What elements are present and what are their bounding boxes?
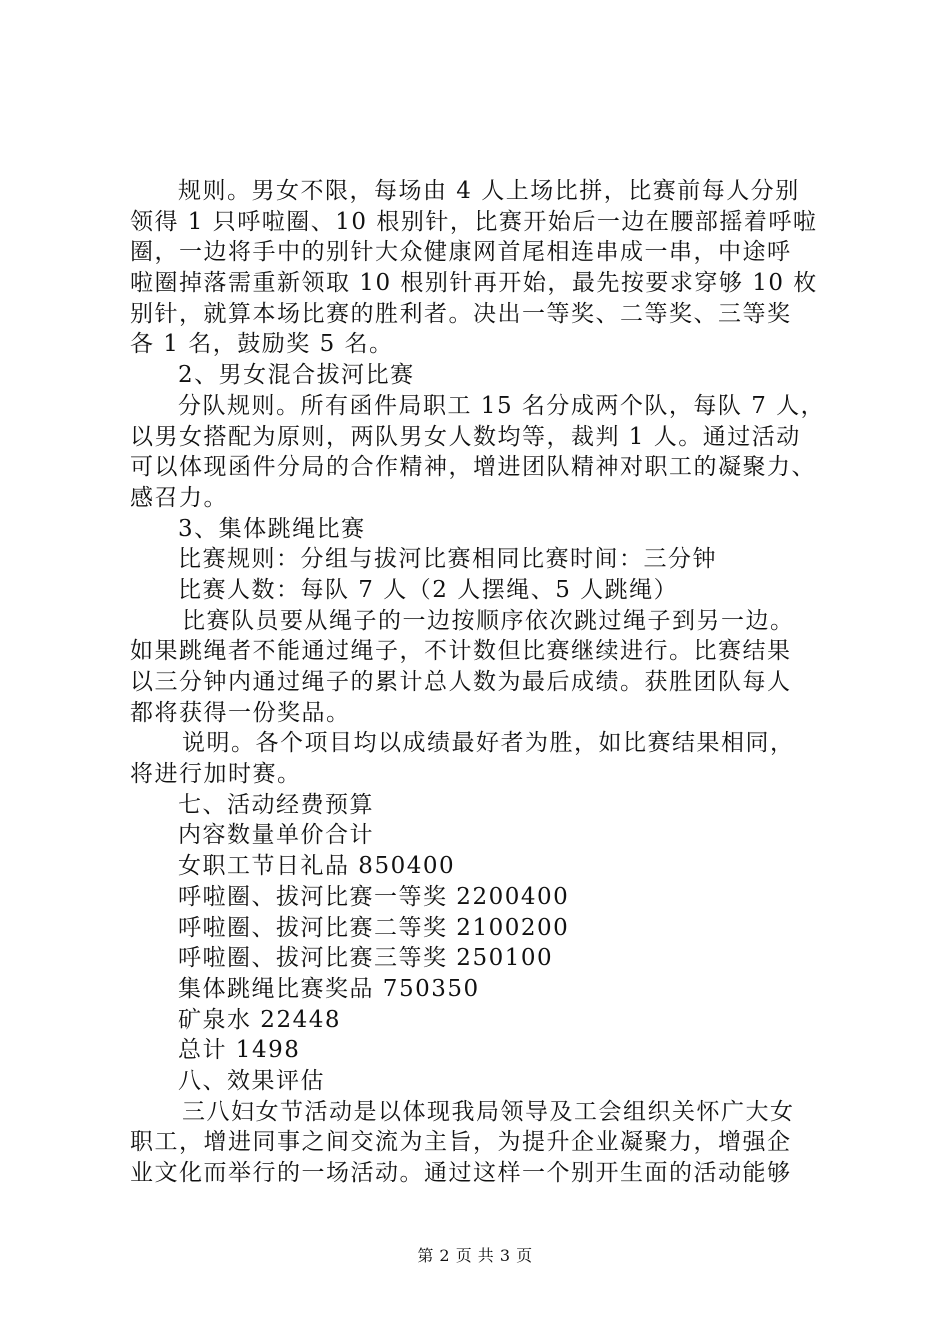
page-footer: 第 2 页 共 3 页	[417, 1246, 533, 1265]
paragraph-line: 感召力。	[130, 484, 228, 511]
budget-line: 呼啦圈、拔河比赛三等奖 250100	[178, 945, 554, 972]
paragraph-line: 如果跳绳者不能通过绳子，不计数但比赛继续进行。比赛结果	[130, 638, 792, 665]
document-body	[130, 176, 830, 1189]
paragraph-line: 各 1 名，鼓励奖 5 名。	[130, 331, 394, 358]
paragraph-line: 以男女搭配为原则，两队男女人数均等，裁判 1 人。通过活动	[130, 423, 801, 450]
section-heading: 七、活动经费预算	[178, 791, 374, 818]
paragraph-line: 啦圈掉落需重新领取 10 根别针再开始，最先按要求穿够 10 枚	[130, 270, 818, 297]
paragraph-line: 领得 1 只呼啦圈、10 根别针，比赛开始后一边在腰部摇着呼啦	[130, 208, 818, 235]
section-heading: 2、男女混合拔河比赛	[178, 362, 415, 389]
paragraph-line: 规则。男女不限，每场由 4 人上场比拼，比赛前每人分别	[178, 178, 800, 204]
budget-line: 呼啦圈、拔河比赛二等奖 2100200	[178, 914, 570, 941]
budget-line: 矿泉水 22448	[178, 1006, 341, 1033]
paragraph-line: 别针，就算本场比赛的胜利者。决出一等奖、二等奖、三等奖	[130, 300, 792, 327]
paragraph-line: 说明。各个项目均以成绩最好者为胜，如比赛结果相同，	[182, 730, 795, 757]
budget-line: 呼啦圈、拔河比赛一等奖 2200400	[178, 883, 570, 910]
paragraph-line: 圈，一边将手中的别针大众健康网首尾相连串成一串，中途呼	[130, 239, 792, 266]
section-heading: 八、效果评估	[178, 1067, 325, 1094]
paragraph-line: 可以体现函件分局的合作精神，增进团队精神对职工的凝聚力、	[130, 454, 816, 481]
budget-line: 内容数量单价合计	[178, 822, 374, 849]
budget-line: 女职工节日礼品 850400	[178, 853, 456, 880]
paragraph-line: 职工，增进同事之间交流为主旨，为提升企业凝聚力，增强企	[130, 1129, 792, 1156]
budget-line: 集体跳绳比赛奖品 750350	[178, 975, 480, 1002]
paragraph-line: 三八妇女节活动是以体现我局领导及工会组织关怀广大女	[182, 1098, 795, 1125]
section-heading: 3、集体跳绳比赛	[178, 515, 366, 542]
paragraph-line: 都将获得一份奖品。	[130, 699, 351, 726]
paragraph-line: 分队规则。所有函件局职工 15 名分成两个队，每队 7 人，	[178, 392, 826, 419]
paragraph-line: 业文化而举行的一场活动。通过这样一个别开生面的活动能够	[130, 1160, 792, 1186]
paragraph-line: 以三分钟内通过绳子的累计总人数为最后成绩。获胜团队每人	[130, 669, 792, 695]
paragraph-line: 比赛队员要从绳子的一边按顺序依次跳过绳子到另一边。	[182, 607, 795, 634]
paragraph-line: 比赛规则：分组与拔河比赛相同比赛时间：三分钟	[178, 546, 717, 573]
budget-line: 总计 1498	[178, 1037, 301, 1064]
paragraph-line: 将进行加时赛。	[130, 761, 302, 788]
paragraph-line: 比赛人数：每队 7 人（2 人摆绳、5 人跳绳）	[178, 576, 679, 603]
